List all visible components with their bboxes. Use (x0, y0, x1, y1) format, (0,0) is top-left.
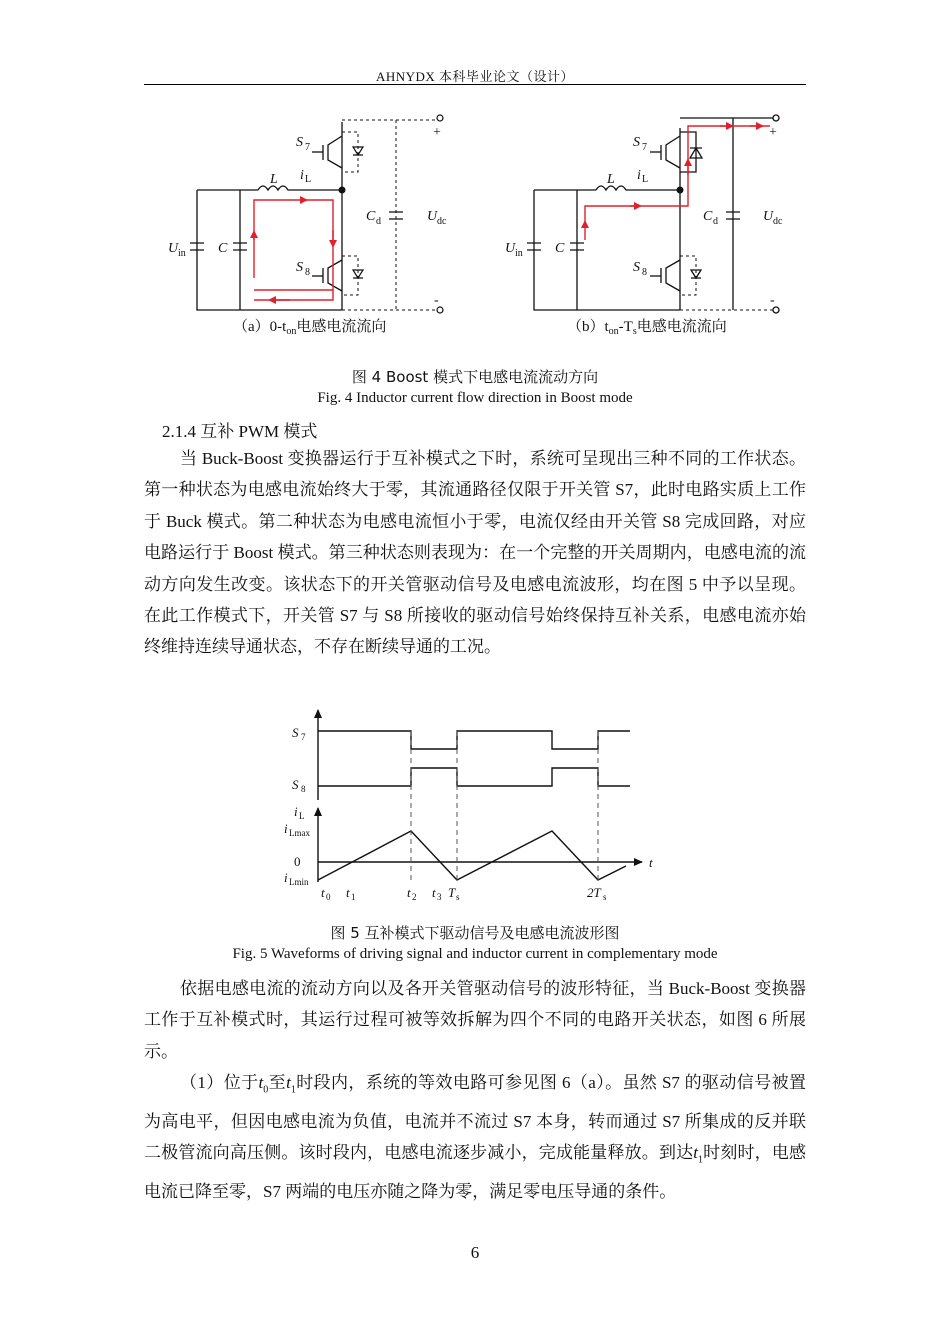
section-heading: 2.1.4 互补 PWM 模式 (162, 422, 318, 441)
fig4b-uin-sub: in (515, 248, 523, 259)
fig5-ilmax-sub: Lmax (289, 828, 310, 838)
running-header: AHNYDX 本科毕业论文（设计） (375, 69, 575, 84)
fig4b-udc-label: U (763, 209, 774, 224)
paragraph-1: 当 Buck-Boost 变换器运行于互补模式之下时，系统可呈现出三种不同的工作状态。第一种状态为电感电流始终大于零，其流通路径仅限于开关管 S7，此时电路实质上工作于 Buck 模式。第二种状态为电感电流恒小于零，电流仅经由开关管 S8 完成回路，对应电路运行于 Boost 模式。第三种状态则表现为：在一个完整的开关周期内，电感电流的流动方向发生改变。该状态下的开关管驱动信号及电感电流波形，均在图 5 中予以呈现。在此工作模式下，开关管 S7 与 S8 所接收的驱动信号始终保持互补关系，电感电流亦始终维持连续导通状态，不存在断续导通的工况。 (144, 449, 806, 657)
fig4a-s7-label: S (296, 135, 303, 150)
fig5-t1-label: t (346, 885, 350, 900)
fig4b-udc-sub: dc (773, 216, 783, 227)
fig5-t0-sub: 0 (326, 892, 331, 902)
p3-to: 至 (268, 1073, 287, 1092)
p3-prefix: （1）位于 (180, 1073, 259, 1092)
fig5-t3-sub: 3 (437, 892, 442, 902)
page-number: 6 (470, 1243, 480, 1262)
figure-4-caption-en: Fig. 4 Inductor current flow direction in Boost mode (317, 390, 633, 406)
fig5-2ts-sub: s (603, 892, 607, 902)
fig4a-cd-sub: d (376, 216, 381, 227)
fig5-ts-label: T (448, 885, 456, 900)
fig4a-c-label: C (218, 241, 228, 256)
inductor-current-waveform (318, 831, 626, 880)
figure-4-circuits (0, 0, 950, 350)
fig5-zero-label: 0 (294, 854, 301, 869)
fig5-ilmin-sub: Lmin (289, 877, 309, 887)
p3-middle: 时段内，系统的等效电路可参见图 6（a）。虽然 S7 的驱动信号被置为高电平，但因电感电流为负值，电流并不流过 S7 本身，转而通过 S7 所集成的反并联二极管流向高压侧。该时段内，电感电流逐步减小，完成能量释放。到达 (144, 1073, 807, 1163)
p3-t0-sub: 0 (263, 1084, 269, 1096)
circuit-b-dashed (680, 256, 776, 310)
fig4a-il-label: i (300, 168, 304, 183)
figure-5-waveforms (0, 700, 950, 920)
fig5-s8-label: S (292, 777, 299, 792)
fig4b-minus: - (770, 293, 775, 308)
circuit-a (190, 122, 342, 310)
fig5-s8-sub: 8 (301, 784, 306, 794)
fig4b-cd-sub: d (713, 216, 718, 227)
fig5-s7-label: S (292, 725, 299, 740)
p3-t1b-sub: 1 (698, 1154, 704, 1166)
fig5-t2-sub: 2 (412, 892, 417, 902)
figure-5-caption-en: Fig. 5 Waveforms of driving signal and inductor current in complementary mode (232, 946, 718, 962)
fig4a-uin-sub: in (178, 248, 186, 259)
fig5-2ts-label: 2T (587, 885, 601, 900)
fig4b-s8-label: S (633, 260, 640, 275)
fig5-s7-sub: 7 (301, 732, 306, 742)
fig4a-il-sub: L (305, 174, 312, 185)
fig4b-s8-sub: 8 (642, 267, 647, 278)
p3-suffix: 时刻时，电感电流已降至零，S7 两端的电压亦随之降为零，满足零电压导通的条件。 (144, 1143, 807, 1201)
fig4b-plus: + (769, 125, 777, 140)
fig4a-s7-sub: 7 (305, 142, 310, 153)
fig4-sub-b-label: $(b)t_{on}-T_s$电感电流流向 (567, 317, 727, 337)
p3-t1: t (286, 1073, 291, 1092)
s7-drive-signal (318, 731, 630, 749)
fig4a-s8-label: S (296, 260, 303, 275)
fig4-sub-a-label: $(a)0-t_{on}$电感电流流向 (233, 317, 387, 337)
fig5-t3-label: t (432, 885, 436, 900)
fig5-ilmin-label: i (284, 870, 288, 885)
figure-5-caption-cn: 图 5 互补模式下驱动信号及电感电流波形图 (330, 924, 620, 942)
fig4a-cd-label: C (366, 209, 376, 224)
fig5-ts-sub: s (456, 892, 460, 902)
circuit-b (527, 128, 680, 310)
fig5-t2-label: t (407, 885, 411, 900)
figure-4-caption-cn: 图 4 Boost 模式下电感电流流动方向 (351, 368, 599, 386)
fig4a-udc-label: U (427, 209, 438, 224)
fig5-il-sub: L (299, 811, 305, 821)
fig4b-il-label: i (637, 168, 641, 183)
fig5-t0-label: t (321, 885, 325, 900)
p3-t1-sub: 1 (290, 1084, 296, 1096)
fig4a-plus: + (433, 125, 441, 140)
fig5-ilmax-label: i (284, 821, 288, 836)
fig5-t-axis-label: t (649, 855, 653, 870)
p3-t0: t (258, 1073, 264, 1092)
circuit-a-current-path (254, 200, 333, 300)
fig4b-uin-label: U (505, 241, 516, 256)
p3-t1b: t (693, 1143, 699, 1163)
fig4b-cd-label: C (703, 209, 713, 224)
paragraph-2: 依据电感电流的流动方向以及各开关管驱动信号的波形特征，当 Buck-Boost 变换器工作于互补模式时，其运行过程可被等效拆解为四个不同的电路开关状态，如图 6 所展示。 (144, 979, 806, 1061)
fig4b-il-sub: L (642, 174, 649, 185)
fig4b-l-label: L (607, 172, 615, 187)
fig4b-s7-sub: 7 (642, 142, 647, 153)
paragraph-3 (144, 1067, 806, 1207)
fig5-il-label: i (294, 804, 298, 819)
s8-drive-signal (318, 768, 630, 786)
fig4a-udc-sub: dc (437, 216, 447, 227)
fig4b-s7-label: S (633, 135, 640, 150)
fig4a-uin-label: U (168, 241, 179, 256)
fig4b-c-label: C (555, 241, 565, 256)
fig5-t1-sub: 1 (351, 892, 356, 902)
fig4a-l-label: L (270, 172, 278, 187)
fig4a-minus: - (434, 293, 439, 308)
fig4a-s8-sub: 8 (305, 267, 310, 278)
circuit-a-dashed (342, 120, 440, 310)
